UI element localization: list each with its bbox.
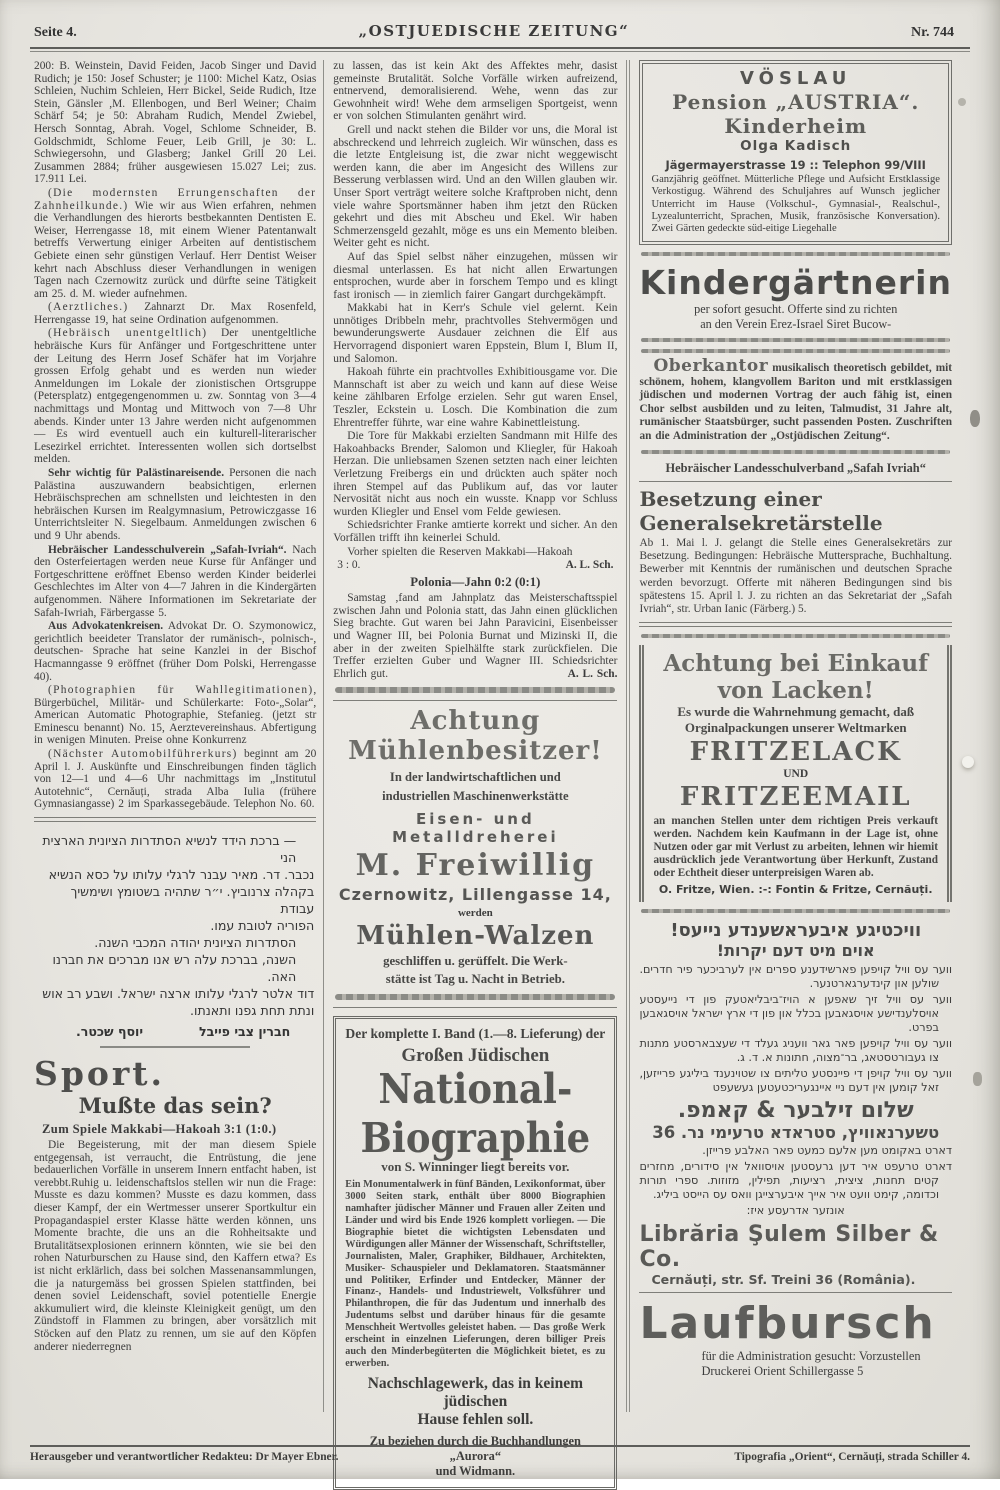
issue-number: Nr. 744 xyxy=(910,25,954,40)
hebrew-line: הפוריה לטובת עמו. xyxy=(210,918,315,934)
ad-yiddish-item: דארט טרעפט איר דען גרעסטען אויסוואל אין סידורים, מחזרים קטים תחנות, ציצית, רציעות, תפילין, מזוזות. ספרי תורות וכדומה, קימט וועט איר אייך איבערצייגן וואס עס הייסט ביליג. xyxy=(639,1160,952,1202)
sport-article-continued: zu lassen, das ist kein Akt des Affektes mehr, dasist gemeinste Brutalität. Solche Vorfälle wirken aufreizend, entnervend, demoralisierend. Wehe, wenn das zur Gewohnheit wird! Wehe dem armseligen Sportgeist, wenn er von solchen Stimulanten genährt wird. xyxy=(333,60,618,123)
news-medical xyxy=(34,301,316,326)
ad-lacke-firms: O. Fritze, Wien. :-: Fontin & Fritze, Cernăuți. xyxy=(658,883,933,897)
sport-article: Die Begeisterung, mit der man diesem Spiele entgegensah, ist verraucht, die Entrüstung, die jene bedauerlichen Vorfälle in unserem Innern entfacht haben, ist verebbt.Ruhig u. leidenschaftslos stellen wir nun die Frage: Musste es dazu kommen? Musste es dazu kommen, dass dieser Kampf, der ein Wertmesser unserer Sportkultur ein Propagandaspiel erster Klasse hätte werden können, uns Momente brachte, die uns an die Rohheitsakte und Brutalitätsexplosionen erinnern könnten, wie sie bei den rohen Naturburschen zu Hause sind, den Kaffern etwa? Es ist nicht erklärlich, dass bei solchen Massenansammlungen, die ja naturgemäss bei grossen Spielen stattfinden, bei denen soviel Leidenschaft, soviel potentielle Energie akkumuliert wird, die kleinste Kleinigkeit genügt, um den Zündstoff in Flammen zu bringen, aber vorsätzlich mit Stöcken auf den Platz zu rennen, um sie auf den Köpfen anderer niederregnen xyxy=(34,1139,317,1353)
ad-bio-line: Großen Jüdischen xyxy=(401,1045,550,1067)
column-left xyxy=(34,60,324,1412)
sport-paragraph: Makkabi hat in Kerr's Schule viel gelernt. Kein unnötiges Dribbeln mehr, prachtvolles Stehvermögen und bewunderungswerte Ausdauer zeichnen die Elf aus Hervorragend disponiert waren Eppstein, Blum I, Blum II, und Salomon. xyxy=(333,302,618,365)
divider-bar xyxy=(641,349,950,353)
page-number: Seite 4. xyxy=(34,25,77,40)
sport-paragraph: Grell und nackt stehen die Bilder vor uns, die Moral ist abschreckend und lehrreich zugleich. Wir wünschen, dass es die letzte Entgleisung ist, die zwar nicht weggewischt werden kann, die aber im Angesicht des Willens zur Besserung verblassen wird. Und an den Willen glauben wir. Unser Sport verträgt weitere solche Kraftproben nicht, denn viele wahre Sportsmänner haben ihm jetzt den Rücken gekehrt und dies mit Abscheu und Ekel. Wir haben Schmerzensgeld gezahlt, möge es uns ein Memento bleiben. Weiter geht es nicht. xyxy=(333,123,618,250)
ad-voeslau-body: Ganzjährig geöffnet. Mütterliche Pflege und Aufsicht Erstklassige Verkostigug. Während des Schuljahres auf Wunsch jeglicher Unterricht im Hause (Volkschul-, Gymnasial-, Realschul-, Lyzealunterricht, Sprachen, Musik, französische Konversation). Zwei Gärten gedeckte süd-eitige Liegehalle xyxy=(651,174,940,235)
sport-paragraph: Vorher spielten die Reserven Makkabi—Hakoah xyxy=(347,545,573,558)
scan-artifact xyxy=(973,1072,982,1086)
reserves-score-row xyxy=(333,559,617,571)
ad-national-biographie xyxy=(333,1016,617,1490)
ad-voeslau-place: VÖSLAU xyxy=(740,68,852,89)
ad-bio-order-line: und Widmann. xyxy=(435,1463,516,1478)
news-autokurs-lead: (Nächster Automobilführerkurs) xyxy=(48,748,238,761)
ad-bio-line: Der komplette I. Band (1.—8. Lieferung) der xyxy=(345,1026,606,1042)
ad-laufbursch-body: für die Administration gesucht: Vorzustellen Druckerei Orient Schillergasse 5 xyxy=(701,1349,921,1379)
ad-oberkantor-lead: Oberkantor xyxy=(653,356,769,377)
news-dental xyxy=(34,187,316,300)
divider-bar xyxy=(335,994,615,1000)
news-hebrew-course-text: Der unentgeltliche hebräische Kurs für Anfänger und Fortgeschrittene unter der Leitung des Herrn Josef Schäfer hat im Vorjahre grossen Erfolg gehabt und es werden nun wieder Anmeldungen im Lokale der zionistischen Ortsgruppe (Petersplatz) entgegengenommen u. zw. Sonntag von 3—4 nachmittags und Montag und Mittwoch von 7—8 Uhr abends. Kinder unter 13 Jahre werden nicht aufgenommen — Es wird eventuell auch ein kulturell-literarischer Lesezirkel errichtet. Interessenten wollen sich dortselbst melden. xyxy=(34,327,317,466)
news-photo-text: , Bürgerbüchel, Militär- und Schülerkarte: Foto-„Solar“, American Automatic Photographie, Stefanieg. (jetzt str Eminescu benannt) No. 15, Aerztevereinshaus. Abfertigung in wenigen Minuten. Preise ohne Konkurrenz xyxy=(34,684,317,747)
sport-paragraph: Auf das Spiel selbst näher einzugehen, müssen wir diesmal unterlassen. Es hat nicht allen Erwartungen entsprochen, wurde aber in forschem Tempo und es klingt fast ironisch — in ziemlich fairer Gangart durchgekämpft. xyxy=(333,250,618,301)
divider xyxy=(333,700,617,701)
ad-muehlen-address: Czernowitz, Lillengasse 14, xyxy=(338,885,612,905)
ad-yiddish-item: דארט באקומט מען אלעם כמעט פאר האלבע פרייזן. xyxy=(702,1144,952,1158)
news-schulverein-lead: Hebräischer Landesschulverein „Safah-Ivriah“. xyxy=(48,543,287,556)
imprint-publisher: Herausgeber und verantwortlicher Redakteu: Dr Mayer Ebner. xyxy=(30,1451,339,1463)
ad-yiddish-item: ווער עס וויל זיך שאפען א הויז־ביבליאטעק פון די נייעסטע אויסלענדישע אויסגאבען בכלל און פון די ארץ ישראל אויסגאבען בפרט. xyxy=(639,993,952,1035)
ad-bio-slogan-line: Hause fehlen soll. xyxy=(417,1410,534,1428)
ad-yiddish-firm-name: שלום זילבער & קאמפ. xyxy=(677,1098,914,1124)
ad-lacke-body: an manchen Stellen unter dem richtigen Preis verkauft werden. Nachdem kein Kaufmann in der Lage ist, ohne Nutzen oder gar mit Verlust zu arbeiten, lehnen wir hiemit ausdrücklich jede Verantwortung über Herkunft, Zustand oder Echtheit dieser unterpreisigen Waren ab. xyxy=(653,815,938,880)
generalsekretaer-body: Ab 1. Mai l. J. gelangt die Stelle eines Generalsekretärs zur Besetzung. Bedingungen: Hebräische Muttersprache, Buchhaltung. Bewerber mit Kenntnis der rumänischen und deutschen Sprache werden bevorzugt. Offerte mit näheren Bedingungen sind bis spätestens 15. April l. J. zu richten an das Sekretariat der „Safah Ivriah“, str. Urban Ianic (Färberg.) 5. xyxy=(639,536,952,615)
ad-muehlen-product: Mühlen-Walzen xyxy=(356,921,595,952)
news-dental-text: Wie wir aus Wien erfahren, nehmen die Verhandlungen des hierorts bestbekannten Dentisten E. Weiser, Herrengasse 18, mit einem Wiener Patentanwalt betreffs Verwertung einiger Arbeiten auf dentistischem Gebiete einen sehr günstigen Verlauf. Herr Dentist Weiser kehrt nach Abschluss dieser Verhandlungen in wenigen Tagen nach Czernowitz zurück und dürfte seine Tätigkeit am 25. d. M. wieder aufnehmen. xyxy=(34,199,317,300)
ad-lacke-und: UND xyxy=(783,768,809,781)
hebrew-line: הסתדרות הציונית יהודה המכבי השנה. xyxy=(94,935,297,951)
ad-laufbursch-title: Laufbursch xyxy=(639,1298,936,1350)
divider-bar xyxy=(335,687,615,693)
news-dental-lead: (Die modernsten Errungenschaften der Zahnheilkunde.) xyxy=(34,186,317,212)
hebrew-line: — ברכת הידד לנשיא הסתדרות הציונית הארצית הני xyxy=(42,833,297,866)
libraria-address: Cernăuți, str. Sf. Treini 36 (România). xyxy=(651,1272,916,1288)
news-advokaten xyxy=(34,620,316,683)
generalsekretaer-headline: Besetzung einer Generalsekretärstelle xyxy=(639,486,883,535)
hebrew-line: נכבר. דר. מאיר עבנר לרגלי עלותו על כסא הנשיא xyxy=(48,867,315,883)
divider xyxy=(639,1292,952,1293)
news-photo xyxy=(34,684,316,747)
page-header xyxy=(0,0,1000,45)
ad-yiddish-subheadline: אוים מיט דעם יקרות! xyxy=(716,941,875,961)
ad-muehlen-tail: geschliffen u. gerüffelt. Die Werk- xyxy=(383,954,568,969)
ad-muehlen-title: Achtung Mühlenbesitzer! xyxy=(348,706,603,767)
ad-kindergaertnerin-line: an den Verein Erez-Israel Siret Bucow- xyxy=(700,316,892,331)
ad-voeslau-owner: Olga Kadisch xyxy=(740,138,852,154)
ad-muehlen-line: In der landwirtschaftlichen und xyxy=(389,770,561,785)
hebrew-signature-left: יוסף שכטר. xyxy=(76,1024,144,1040)
divider xyxy=(34,817,316,822)
ad-lacke-line: Orginalpackungen unserer Weltmarken xyxy=(684,719,907,735)
ad-oberkantor xyxy=(639,356,952,442)
ad-yiddish-item: ווער עס וויל קויפען פאר גאר וועניג געלד די שעצבארסטע מתנות צו געבורטסטאג, בר־מצוה, חתונות א. ד. ג. xyxy=(639,1037,952,1065)
ad-muehlen-line: industriellen Maschinenwerkstätte xyxy=(382,789,569,804)
news-advokaten-text: Advokat Dr. O. Szymonowicz, gerichtlich beeideter Translator der rumänisch-, polnisch-, deutschen- Sprache hat seine Kanzlei in der Bischof Hacmanngasse 9 eröffnet (früher Dom Polski, Herrengasse 40). xyxy=(34,620,317,683)
news-hebrew-course xyxy=(34,327,316,466)
match-result-line: Zum Spiele Makkabi—Hakoah 3:1 (1:0.) xyxy=(42,1122,277,1137)
hebrew-greeting-block xyxy=(34,828,316,1042)
ad-yiddish-firm-address: טשערנאוויץ, סטראדא טרעימי נר. 36 xyxy=(652,1123,940,1143)
news-autokurs xyxy=(34,748,316,811)
divider-bar xyxy=(641,634,950,638)
column-right xyxy=(629,60,952,1412)
news-palestine-lead: Sehr wichtig für Palästinareisende. xyxy=(48,467,225,479)
news-medical-text: Zahnarzt Dr. Max Rosenfeld, Herrengasse 19, hat seine Ordination aufgenommen. xyxy=(34,301,317,326)
news-palestine-text: Personen die nach Palästina auszuwandern beabsichtigen, erlernen Hebräischsprechen am schnellsten und leichtesten in den hebräischen Kursen im Realgymnasium, Petrowiczgasse 16 Unterrichtsleiter N. Siegelbaum. Anmeldungen zwischen 6 und 9 Uhr abends. xyxy=(34,467,317,542)
news-medical-lead: (Aerztliches.) xyxy=(48,301,129,314)
ad-yiddish-address-intro: אונזער אדרעסע איז: xyxy=(746,1204,845,1218)
ad-lacke-brand-fritzelack: FRITZELACK xyxy=(689,737,902,768)
news-photo-lead: (Photographien für Wahllegitimationen) xyxy=(48,684,314,697)
polonia-jahn-headline: Polonia—Jahn 0:2 (0:1) xyxy=(410,575,541,590)
ad-bio-title: National-Biographie xyxy=(360,1064,591,1163)
ad-kindergaertnerin-line: per sofort gesucht. Offerte sind zu richten xyxy=(694,302,898,317)
news-palestine xyxy=(34,467,316,543)
hebrew-line: ונתת תחת גפנו ותאנתו. xyxy=(190,1003,315,1019)
ad-muehlenbesitzer xyxy=(333,706,617,987)
divider xyxy=(639,622,952,627)
reserves-score: 3 : 0. xyxy=(337,559,361,572)
divider-bar xyxy=(641,338,950,342)
ad-voeslau-title: Pension „AUSTRIA“. Kinderheim xyxy=(672,90,920,138)
schulverband-line: Hebräischer Landesschulverband „Safah Ivriah“ xyxy=(665,460,926,475)
hebrew-signatures xyxy=(36,1019,314,1040)
scan-artifact xyxy=(970,410,980,427)
scan-artifact xyxy=(962,756,974,768)
divider-bar xyxy=(641,450,950,454)
news-advokaten-lead: Aus Advokatenkreisen. xyxy=(48,620,164,633)
divider-bar xyxy=(641,252,950,256)
ad-voeslau-contact: Jägermayerstrasse 19 :: Telephon 99/VIII xyxy=(665,158,926,172)
ad-muehlen-werden: werden xyxy=(457,907,493,920)
sport-paragraph: Die Tore für Makkabi erzielten Sandmann mit Hilfe des Hakoahbacks Brender, Salomon und Kliegler, für Hakoah Herzan. Die unliebsamen Szenen setzten nach einer leichten Verletzung Freibergs ein und drückten auch später noch ihren Stempel auf das Publikum auf, das vor lauter Nervosität nicht aus noch ein wusste. Knapp vor Schluss wurden Kliegler und Ensel vom Felde gewiesen. xyxy=(333,430,618,518)
news-schulverein xyxy=(34,544,316,620)
ad-bio-order-line: Zu beziehen durch die Buchhandlungen „Aurora“ xyxy=(369,1433,581,1463)
ad-pension-austria xyxy=(639,60,952,245)
imprint-printer: Tipografia „Orient“, Cernăuți, strada Schiller 4. xyxy=(734,1451,970,1463)
ad-lacke-line: Es wurde die Wahrnehmung gemacht, daß xyxy=(677,704,915,720)
polonia-jahn-text: Samstag ,fand am Jahnplatz das Meisterschaftsspiel zwischen Jahn und Polonia statt, das Jahn einen glücklichen Sieg brachte. Gut waren bei Jahn Paravicini, Eisenbeisser und Wagner III, bei Polonia Burnat und Mizinski II, die aber in der zweiten Spielhälfte stark zurückfielen. Die Treffer erzielten Guber und Wagner III. Schiedsrichter Ehrlich gut. xyxy=(333,592,618,680)
sport-headline: Mußte das sein? xyxy=(78,1093,272,1119)
ad-bio-slogan xyxy=(345,1375,605,1429)
ad-muehlen-firm-name: M. Freiwillig xyxy=(355,848,596,884)
ad-fritzelack xyxy=(639,645,952,902)
scan-artifact xyxy=(958,98,966,106)
ad-bio-author-line: von S. Winninger liegt bereits vor. xyxy=(381,1159,570,1175)
sport-section-title: Sport. xyxy=(34,1054,166,1094)
libraria-name: Librăria Şulem Silber & Co. xyxy=(639,1222,939,1273)
author-initials: A. L. Sch. xyxy=(565,559,614,572)
ad-muehlen-tail: stätte ist Tag u. Nacht in Betrieb. xyxy=(385,972,565,987)
ad-muehlen-trade: Eisen- und Metalldreherei xyxy=(392,810,559,847)
ad-oberkantor-text: musikalisch theoretisch gebildet, mit schönem, hohem, klangvollem Bariton und mit erstklassigen jüdischen und modernen Vortrag der auch fähig ist, einen Chor selbst ausbilden und zu leiten, Talmudist, 31 Jahre alt, rumänischer Staatsbürger, sucht passenden Posten. Zuschriften an die Administration der „Ostjüdischen Zeitung“. xyxy=(639,362,952,442)
hebrew-line: דוד אלטר לרגלי עלותו ארצה ישראל. ושבע רב אוש xyxy=(42,986,315,1002)
polonia-jahn-article xyxy=(333,592,617,680)
divider-bar xyxy=(641,909,950,913)
ad-kindergaertnerin-title: Kindergärtnerin xyxy=(639,263,952,303)
sport-paragraph: Schiedsrichter Franke amtierte korrekt und sicher. An den Vorfällen trifft ihn keinerlei Schuld. xyxy=(333,519,618,544)
hebrew-line: השנה, בברכת עלה רש אנו מברכים את חברנו האה. xyxy=(52,952,297,985)
news-schulverein-text: Nach den Osterfeiertagen werden neue Kurse für Anfänger und Fortgeschrittene eröffnet Ebenso werden Kinder beiderlei Geschlechtes im Alter von 4—7 Jahren in die Kindergärten aufgenommen. Nähere Informationen im Sekretariate der Safah-Iwriah, Färbergasse 5. xyxy=(34,543,317,619)
ad-yiddish-item: ווער עס וויל קויפען פארשידענע ספרים אין לערביכער פיר חדרים. שולען און קינדערגארטנער. xyxy=(639,963,952,991)
news-autokurs-text: beginnt am 20 April l. J. Auskünfte und Einschreibungen finden täglich von 12—1 und 4—6 Uhr nachmittags im „Institutul Autotehnic“, Cernăuți, strada Alba Iulia (frühere Gymnasiangasse) 2 im Sparkassegebäude. Telephon No. 60. xyxy=(34,748,317,811)
ad-yiddish-headline: וויכטיגע איבעראשענדע נייעס! xyxy=(670,920,922,942)
ad-bio-slogan-line: Nachschlagewerk, das in keinem jüdischen xyxy=(367,1374,583,1410)
ad-bio-body: Ein Monumentalwerk in fünf Bänden, Lexikonformat, über 3000 Seiten stark, enthält über 8000 Biographien namhafter jüdischer Männer und Frauen aller Zeiten und Länder und wird bis Ende 1926 komplett vorliegen. — Die Biographie bietet die wichtigsten Lebensdaten und Würdigungen aller Männer der Wissenschaft, Schriftsteller, Journalisten, Maler, Graphiker, Bildhauer, Architekten, Musiker- Schauspieler und Deklamatoren. Staatsmänner und Politiker, Erfinder und Entdecker, Männer der Finanz-, Handels- und Industriewelt, Volksführer und Philanthropen, die für das Judentum und innerhalb des Judentums selbst und darüber hinaus für die gesamte Menschheit Wertvolles geleistet haben. — Das große Werk erscheint in einzelnen Lieferungen, deren billiger Preis auch den Minderbegüterten die Möglichkeit bietet, es zu erwerben. xyxy=(345,1179,606,1369)
news-donations: 200: B. Weinstein, David Feiden, Jacob Singer und David Rudich; je 150: Josef Schuster; je 1100: Michel Katz, Osias Schleien, Nuchim Schleien, Herr Bickel, Seide Rudich, Itze Stein, Gänsler ,M. Ellenbogen, und Berl Weiner; Chaim Schärf 54; je 50: Abraham Rudich, Mendel Zwiebel, Hersch Sonntag, Abrah. Vogel, Schlome Schneider, B. Goldschmidt, Schlome Feuer, Leib Grill, je 30: L. Schwiegersohn, und Glasberg; Jankel Grill 20 Lei. Zusammen 2884; früher ausgewiesen 15.027 Lei; zus. 17.911 Lei. xyxy=(34,60,317,186)
ad-lacke-title: Achtung bei Einkauf von Lacken! xyxy=(663,650,929,705)
hebrew-signature-right: חברין צבי פייבל xyxy=(198,1024,291,1040)
divider xyxy=(100,1046,250,1048)
column-middle xyxy=(324,60,627,1478)
divider xyxy=(639,481,952,482)
news-hebrew-course-lead: (Hebräisch unentgeltlich) xyxy=(48,327,208,340)
sport-paragraph: Hakoah führte ein prachtvolles Exhibitiousgame vor. Die Mannschaft ist aber zu weich und kann auf diese Weise keine zählbaren Erfolge erzielen. Sehr gut waren Ensel, Teszler, Eckstein u. Losch. Die Kombination die zum Ehrentreffer führte, war eine wahre Kabinettleistung. xyxy=(333,366,618,429)
imprint-footer xyxy=(30,1445,970,1463)
hebrew-line: בקהלה צרנוביץ. י״ר שתהיה בשטומץ ושימשיך עבודת xyxy=(70,884,315,917)
author-initials: A. L. Sch. xyxy=(567,667,618,680)
ad-yiddish-item: ווער עס וויל קויפן די פיינסטע טליתים צו שטוינענד ביליגע פרייזען, זאל קומען אין דעם ניי איינגעריכטעטען געשעפט xyxy=(639,1067,952,1095)
ad-lacke-brand-fritzeemail: FRITZEEMAIL xyxy=(679,782,912,813)
masthead: „OSTJUEDISCHE ZEITUNG“ xyxy=(358,22,630,40)
divider xyxy=(333,1007,617,1008)
ad-yiddish-bookshop xyxy=(639,920,952,1218)
